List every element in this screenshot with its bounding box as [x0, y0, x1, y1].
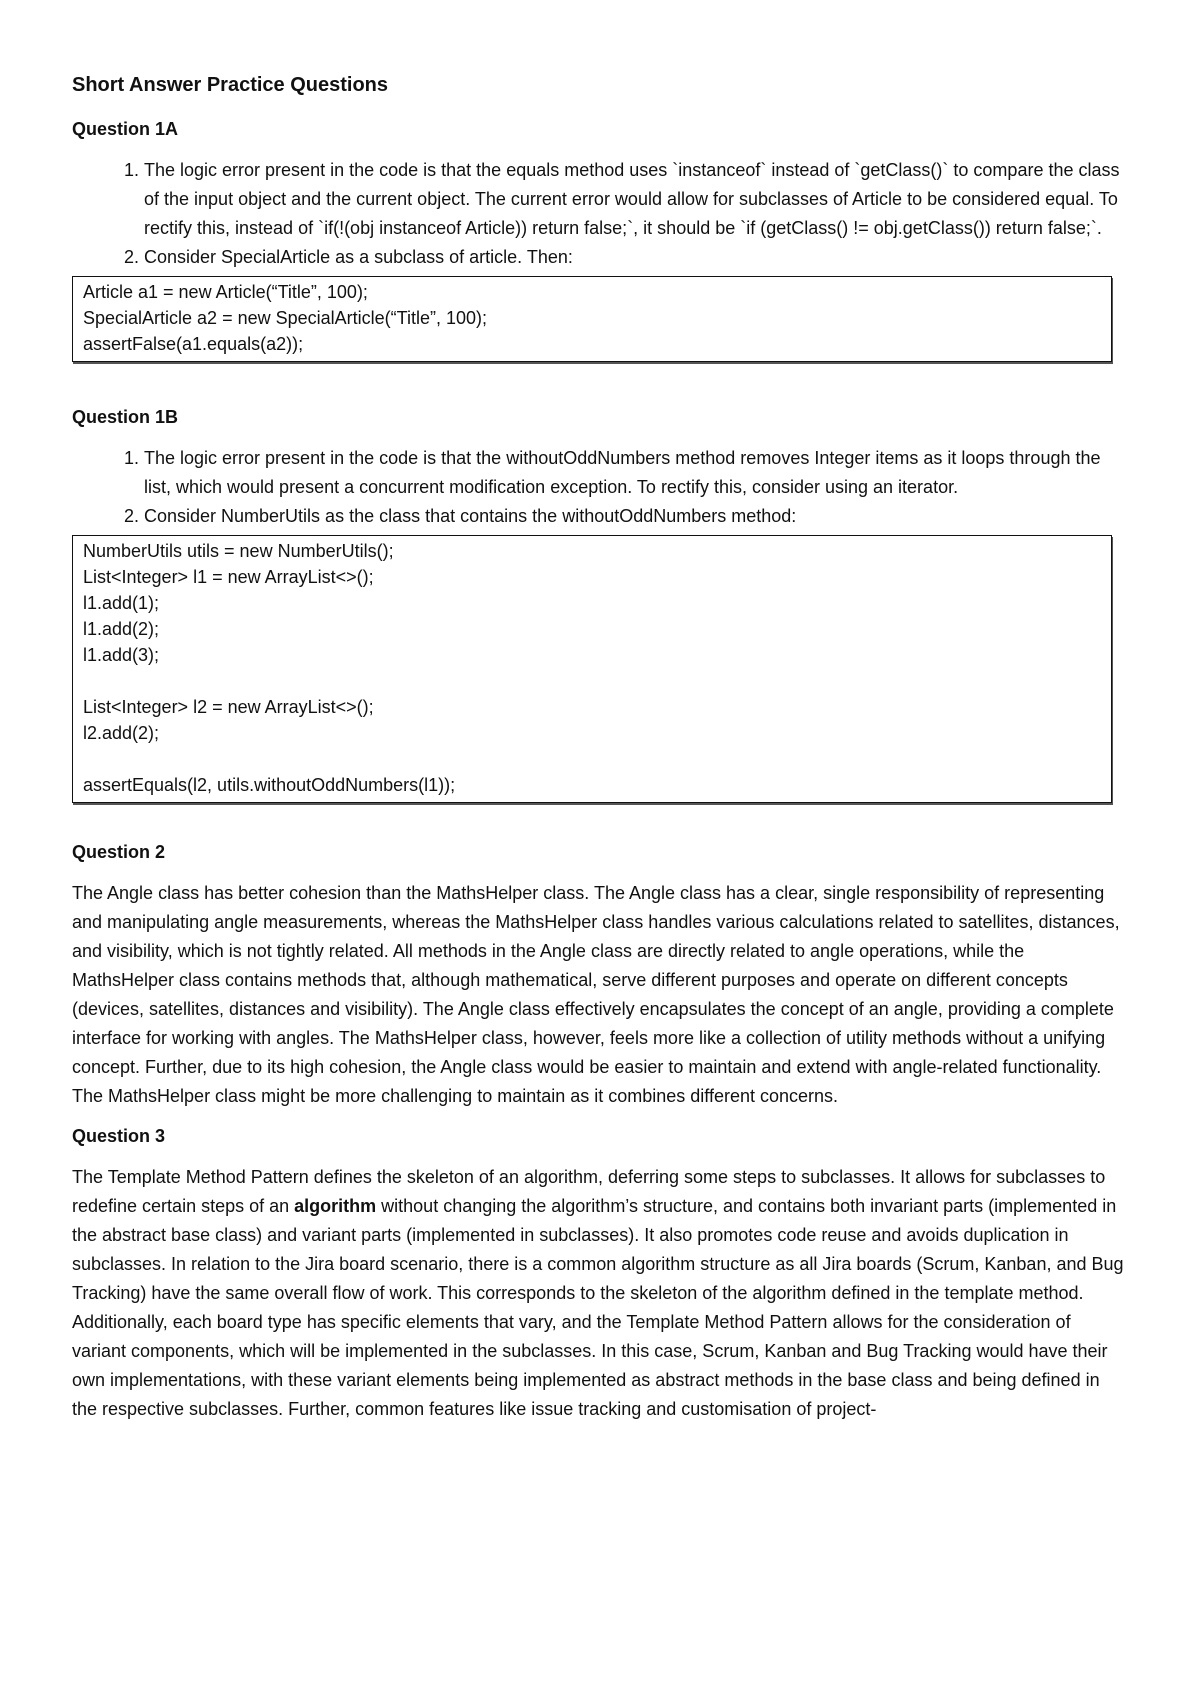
code-line: List<Integer> l1 = new ArrayList<>(); — [83, 567, 374, 587]
question-3-bold-term: algorithm — [294, 1196, 377, 1216]
code-line — [83, 746, 1101, 772]
code-line: assertEquals(l2, utils.withoutOddNumbers(l1)); — [83, 775, 456, 795]
code-line: List<Integer> l2 = new ArrayList<>(); — [83, 697, 374, 717]
code-line: SpecialArticle a2 = new SpecialArticle(“Title”, 100); — [83, 308, 487, 328]
question-3-text-part-2: without changing the algorithm’s structure, and contains both invariant parts (implemented in the abstract base class) and variant parts (implemented in subclasses). It also promotes code reuse and avoids duplication in subclasses. In relation to the Jira board scenario, there is a common algorithm structure as all Jira boards (Scrum, Kanban, and Bug Tracking) have the same overall flow of work. This corresponds to the skeleton of the algorithm defined in the template method. Additionally, each board type has specific elements that vary, and the Template Method Pattern allows for the consideration of variant components, which will be implemented in the subclasses. In this case, Scrum, Kanban and Bug Tracking would have their own implementations, with these variant elements being implemented as abstract methods in the base class and being defined in the respective subclasses. Further, common features like issue tracking and customisation of project- — [72, 1196, 1124, 1419]
question-1b-item-2: 2. Consider NumberUtils as the class that contains the withoutOddNumbers method: — [144, 502, 1128, 531]
question-1a-heading: Question 1A — [72, 119, 179, 139]
document-title: Short Answer Practice Questions — [72, 74, 389, 96]
question-2-section — [72, 839, 1128, 1111]
code-line: assertFalse(a1.equals(a2)); — [83, 334, 304, 354]
question-1b-section — [72, 404, 1128, 803]
question-1b-code-box — [72, 535, 1112, 803]
question-3-text-part-1: The Template Method Pattern defines the skeleton of an algorithm, deferring some steps to subclasses. It allows for subclasses to redefine certain steps of an — [72, 1167, 1106, 1216]
question-1b-list — [72, 444, 1128, 531]
code-line: l1.add(3); — [83, 645, 160, 665]
question-1a-item-2: 2. Consider SpecialArticle as a subclass of article. Then: — [144, 243, 1128, 272]
code-line: l2.add(2); — [83, 723, 160, 743]
question-3-answer — [72, 1163, 1128, 1424]
question-1a-list — [72, 156, 1128, 272]
question-1a-code-box — [72, 276, 1112, 362]
question-2-heading: Question 2 — [72, 842, 166, 862]
question-1a-section — [72, 116, 1128, 362]
code-line: Article a1 = new Article(“Title”, 100); — [83, 282, 368, 302]
question-3-heading: Question 3 — [72, 1126, 166, 1146]
question-1a-item-1: 1. The logic error present in the code is that the equals method uses `instanceof` instead of `getClass()` to compare the class of the input object and the current object. The current error would allow for subclasses of Article to be considered equal. To rectify this, instead of `if(!(obj instanceof Article)) return false;`, it should be `if (getClass() != obj.getClass()) return false;`. — [144, 156, 1128, 243]
code-line: l1.add(1); — [83, 593, 160, 613]
question-1b-heading: Question 1B — [72, 407, 179, 427]
code-line: l1.add(2); — [83, 619, 160, 639]
question-1b-item-1: 1. The logic error present in the code is that the withoutOddNumbers method removes Integer items as it loops through the list, which would present a concurrent modification exception. To rectify this, consider using an iterator. — [144, 444, 1128, 502]
question-2-answer: The Angle class has better cohesion than the MathsHelper class. The Angle class has a clear, single responsibility of representing and manipulating angle measurements, whereas the MathsHelper class handles various calculations related to satellites, distances, and visibility, which is not tightly related. All methods in the Angle class are directly related to angle operations, while the MathsHelper class contains methods that, although mathematical, serve different purposes and operate on different concepts (devices, satellites, distances and visibility). The Angle class effectively encapsulates the concept of an angle, providing a complete interface for working with angles. The MathsHelper class, however, feels more like a collection of utility methods without a unifying concept. Further, due to its high cohesion, the Angle class would be easier to maintain and extend with angle-related functionality. The MathsHelper class might be more challenging to maintain as it combines different concerns. — [72, 883, 1120, 1106]
code-line: NumberUtils utils = new NumberUtils(); — [83, 541, 394, 561]
code-line — [83, 668, 1101, 694]
question-3-section — [72, 1123, 1128, 1424]
